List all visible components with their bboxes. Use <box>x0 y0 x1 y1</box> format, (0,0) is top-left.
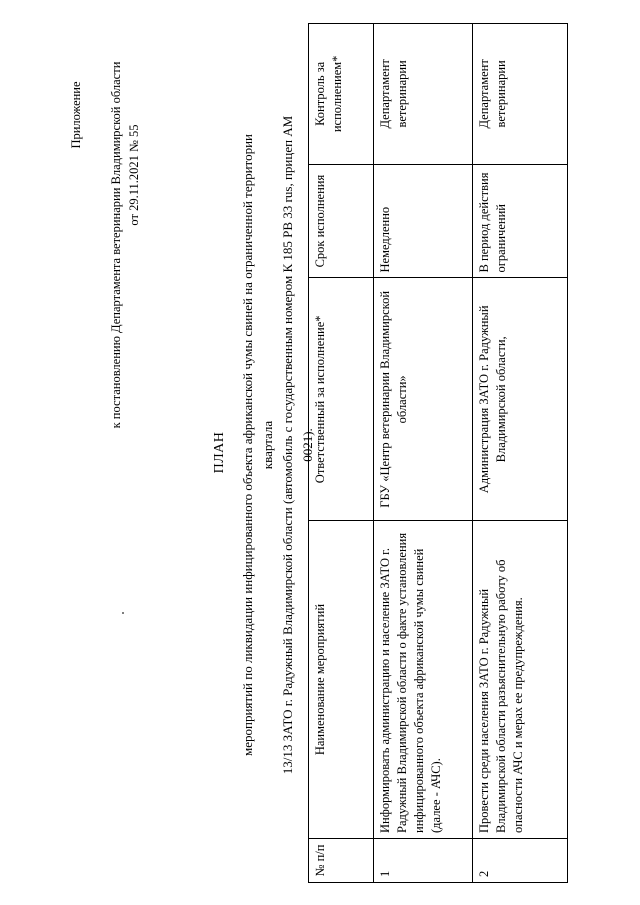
row-responsible: Администрация ЗАТО г. Радужный Владимирской области, <box>473 278 568 521</box>
row-control: Департамент ветеринарии <box>374 24 473 165</box>
row-num: 1 <box>374 838 473 882</box>
row-term: В период действия ограничений <box>473 164 568 278</box>
header-responsible: Ответственный за исполнение* <box>309 278 374 521</box>
table-row <box>374 24 473 883</box>
scan-speck <box>122 612 124 614</box>
page-title: ПЛАН <box>212 431 227 474</box>
appendix-label: Приложение <box>69 81 83 149</box>
header-name: Наименование мероприятий <box>309 521 374 839</box>
row-name: Провести среди населения ЗАТО г. Радужный Владимирской области разъяснительную работу об опасности АЧС и мерах ее предупреждения. <box>473 521 568 839</box>
table-header-row <box>309 24 374 883</box>
plan-table <box>308 23 568 883</box>
header-num: № п/п <box>309 838 374 882</box>
subtitle-line-1: мероприятий по ликвидации инфицированного объекта африканской чумы свиней на ограниченной территории квартала <box>240 134 275 756</box>
row-num: 2 <box>473 838 568 882</box>
subtitle-line-3: 0021). <box>300 428 315 462</box>
table-row <box>473 24 568 883</box>
row-name: Информировать администрацию и население ЗАТО г. Радужный Владимирской области о факте установления инфицированного объекта африканской чумы свиней (далее - АЧС). <box>374 521 473 839</box>
row-term: Немедленно <box>374 164 473 278</box>
row-control: Департамент ветеринарии <box>473 24 568 165</box>
subtitle-line-2: 13/13 ЗАТО г. Радужный Владимирской области (автомобиль с государственным номером К 185 РВ 33 rus, прицеп АМ <box>280 115 295 775</box>
header-term: Срок исполнения <box>309 164 374 278</box>
row-responsible: ГБУ «Центр ветеринарии Владимирской области» <box>374 278 473 521</box>
decree-date: от 29.11.2021 № 55 <box>127 124 141 226</box>
header-control: Контроль за исполнением* <box>309 24 374 165</box>
plan-subtitle <box>238 115 318 775</box>
decree-reference: к постановлению Департамента ветеринарии Владимирской области <box>109 61 123 429</box>
